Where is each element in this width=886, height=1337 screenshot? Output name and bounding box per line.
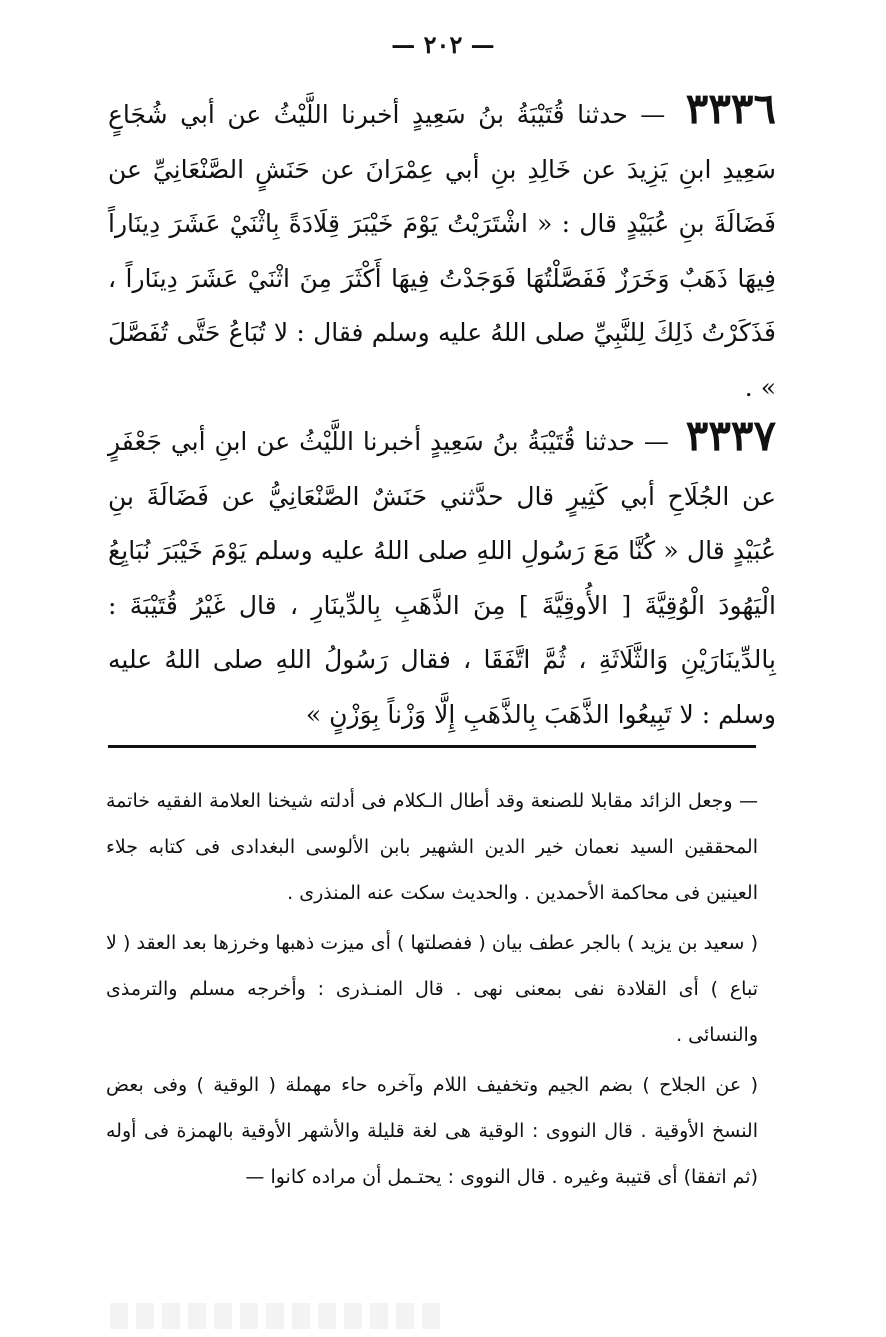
bleed-through-text <box>110 1303 440 1329</box>
footnote-paragraph: ( سعيد بن يزيد ) بالجر عطف بيان ( ففصلتها ) أى ميزت ذهبها وخرزها بعد العقد ( لا تباع ) أى القلادة نفى بمعنى نهى . قال المنـذرى : وأخرجه مسلم والترمذى والنسائى . <box>106 932 758 1046</box>
hadith-text: — حدثنا قُتَيْبَةُ بنُ سَعِيدٍ أخبرنا اللَّيْثُ عن أبي شُجَاعٍ سَعِيدِ ابنِ يَزِيدَ عن خَالِدِ بنِ أبي عِمْرَانَ عن حَنَشٍ الصَّنْعَانِيِّ عن فَضَالَةَ بنِ عُبَيْدٍ قال : « اشْتَرَيْتُ يَوْمَ خَيْبَرَ قِلَادَةً بِاثْنَيْ عَشَرَ دِينَاراً فِيهَا ذَهَبٌ وَخَرَزٌ فَفَصَّلْتُهَا فَوَجَدْتُ فِيهَا أَكْثَرَ مِنَ اثْنَيْ عَشَرَ دِينَاراً ، فَذَكَرْتُ ذَلِكَ لِلنَّبِيِّ صلى اللهُ عليه وسلم فقال : لا تُبَاعُ حَتَّى تُفَصَّلَ » . <box>108 100 776 402</box>
footnote-divider <box>108 745 756 748</box>
footnotes <box>106 778 758 1204</box>
hadith-text: — حدثنا قُتَيْبَةُ بنُ سَعِيدٍ أخبرنا اللَّيْثُ عن ابنِ أبي جَعْفَرٍ عن الجُلَاحِ أبي كَثِيرٍ قال حدَّثني حَنَشٌ الصَّنْعَانِيُّ عن فَضَالَةَ بنِ عُبَيْدٍ قال « كُنَّا مَعَ رَسُولِ اللهِ صلى اللهُ عليه وسلم يَوْمَ خَيْبَرَ نُبَايِعُ الْيَهُودَ الْوُقِيَّةَ [ الأُوقِيَّةَ ] مِنَ الذَّهَبِ بِالدِّينَارِ ، قال غَيْرُ قُتَيْبَةَ : بِالدِّينَارَيْنِ وَالثَّلَاثَةِ ، ثُمَّ اتَّفَقَا ، فقال رَسُولُ اللهِ صلى اللهُ عليه وسلم : لا تَبِيعُوا الذَّهَبَ بِالذَّهَبِ إِلَّا وَزْناً بِوَزْنٍ » <box>108 427 776 729</box>
hadith-3337 <box>108 411 776 742</box>
page-number: — ٢٠٢ — <box>391 30 495 59</box>
hadith-3336 <box>108 84 777 415</box>
hadith-body <box>108 84 777 742</box>
footnote-paragraph: ( عن الجلاح ) بضم الجيم وتخفيف اللام وآخره حاء مهملة ( الوقية ) وفى بعض النسخ الأوقية . قال النووى : الوقية هى لغة قليلة والأشهر الأوقية بالهمزة فى أوله (ثم اتفقا) أى قتيبة وغيره . قال النووى : يحتـمل أن مراده كانوا — <box>106 1074 758 1188</box>
hadith-number: ٣٣٣٧ <box>685 411 776 460</box>
footnote-paragraph: — وجعل الزائد مقابلا للصنعة وقد أطال الـكلام فى أدلته شيخنا العلامة الفقيه خاتمة المحققين السيد نعمان خير الدين الشهير بابن الألوسى البغدادى فى كتابه جلاء العينين فى محاكمة الأحمدين . والحديث سكت عنه المنذرى . <box>106 790 758 904</box>
hadith-number: ٣٣٣٦ <box>685 84 777 133</box>
